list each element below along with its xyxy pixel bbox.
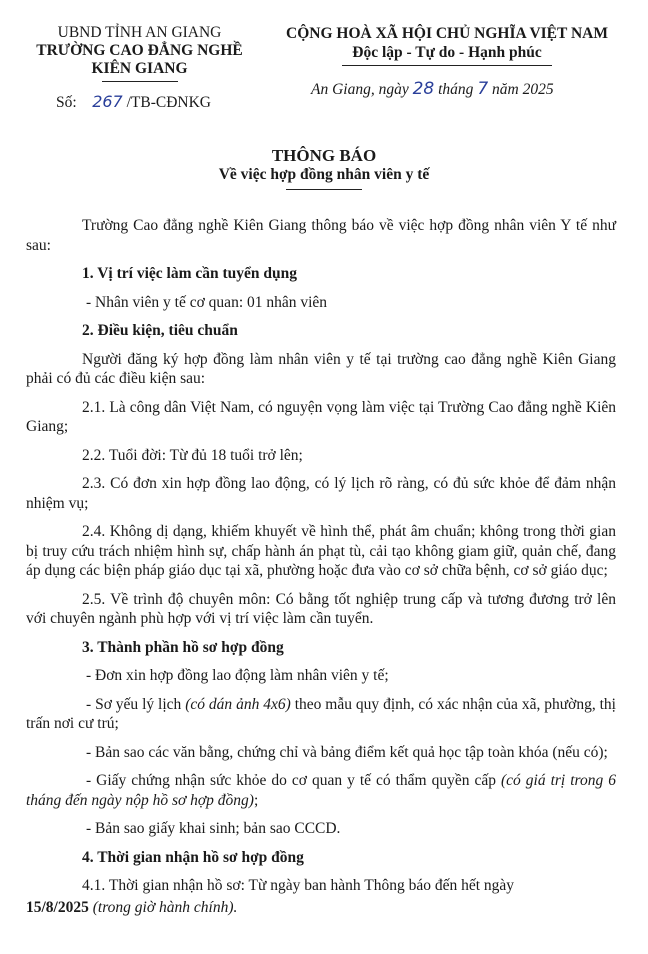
deadline-date: 15/8/2025 (26, 898, 89, 916)
p3-4-italic: (có giá trị trong 6 tháng đến ngày nộp hồ sơ hợp đồng) (26, 772, 616, 809)
issuer-name-line2: KIÊN GIANG (91, 60, 188, 77)
so-label: Số: (56, 94, 77, 111)
p3-4-text-a: - Giấy chứng nhận sức khỏe do cơ quan y tế có thẩm quyền cấp (86, 772, 501, 789)
issuer-authority: UBND TỈNH AN GIANG (57, 24, 222, 41)
document-subtitle-block (0, 166, 648, 190)
paragraph-3-5: - Bản sao giấy khai sinh; bản sao CCCD. (86, 820, 341, 837)
paragraph-3-1: - Đơn xin hợp đồng lao động làm nhân viên y tế; (86, 667, 389, 684)
document-number (56, 92, 211, 112)
day-handwritten: 28 (412, 79, 435, 99)
motto-underline (342, 65, 552, 66)
place-date (311, 79, 554, 99)
so-number-handwritten: 267 (92, 92, 123, 111)
section-heading-4: 4. Thời gian nhận hồ sơ hợp đồng (82, 848, 304, 866)
country-name: CỘNG HOÀ XÃ HỘI CHỦ NGHĨA VIỆT NAM (286, 25, 608, 42)
paragraph-2-1: 2.1. Là công dân Việt Nam, có nguyện vọng làm việc tại Trường Cao đẳng nghề Kiên Giang; (26, 398, 616, 435)
paragraph-3-2 (26, 695, 616, 734)
paragraph-1: - Nhân viên y tế cơ quan: 01 nhân viên (86, 293, 328, 311)
paragraph-4-1-cont (26, 898, 616, 918)
paragraph-2: Người đăng ký hợp đồng làm nhân viên y tế tại trường cao đẳng nghề Kiên Giang phải có đủ các điều kiện sau: (26, 350, 616, 387)
year-label: năm 2025 (492, 81, 554, 98)
p3-2-text-c: theo mẫu quy định, có xác nhận của xã, phường, thị trấn nơi cư trú; (26, 695, 616, 732)
motto: Độc lập - Tự do - Hạnh phúc (352, 44, 542, 61)
intro-paragraph: Trường Cao đẳng nghề Kiên Giang thông báo về việc hợp đồng nhân viên Y tế như sau: (26, 217, 616, 254)
document-title: THÔNG BÁO (271, 146, 377, 165)
issuer-underline (102, 81, 178, 82)
section-heading-3: 3. Thành phần hồ sơ hợp đồng (82, 638, 284, 656)
month-label: tháng (438, 81, 474, 98)
document-body (26, 216, 616, 926)
national-motto-block (262, 24, 632, 66)
subtitle-underline (286, 189, 362, 190)
paragraph-3-3: - Bản sao các văn bằng, chứng chỉ và bảng điểm kết quả học tập toàn khóa (nếu có); (86, 743, 608, 761)
so-suffix: /TB-CĐNKG (126, 94, 211, 111)
paragraph-3-4 (26, 771, 616, 810)
issuer-name-line1: TRƯỜNG CAO ĐẲNG NGHỀ (36, 42, 243, 59)
paragraph-4-1: 4.1. Thời gian nhận hồ sơ: Từ ngày ban hành Thông báo đến hết ngày (82, 877, 515, 894)
place-prefix: An Giang, ngày (311, 81, 409, 98)
paragraph-2-2: 2.2. Tuổi đời: Từ đủ 18 tuổi trở lên; (82, 446, 303, 464)
issuer-block (22, 24, 257, 82)
paragraph-2-3: 2.3. Có đơn xin hợp đồng lao động, có lý lịch rõ ràng, có đủ sức khỏe để đảm nhận nhiệm vụ; (26, 475, 616, 512)
document-subtitle: Về việc hợp đồng nhân viên y tế (218, 166, 430, 183)
p3-2-text-a: - Sơ yếu lý lịch (86, 695, 186, 713)
deadline-note: (trong giờ hành chính). (88, 898, 238, 916)
month-handwritten: 7 (477, 79, 489, 99)
p3-2-italic: (có dán ảnh 4x6) (185, 695, 291, 713)
p3-4-text-c: ; (253, 791, 259, 809)
section-heading-1: 1. Vị trí việc làm cần tuyển dụng (82, 265, 297, 282)
section-heading-2: 2. Điều kiện, tiêu chuẩn (82, 322, 238, 339)
paragraph-2-5: 2.5. Về trình độ chuyên môn: Có bằng tốt nghiệp trung cấp và tương đương trở lên với chuyên ngành phù hợp với vị trí việc làm cần tuyển. (26, 590, 616, 627)
paragraph-2-4: 2.4. Không dị dạng, khiếm khuyết về hình thể, phát âm chuẩn; không trong thời gian bị truy cứu trách nhiệm hình sự, chấp hành án phạt tù, cải tạo không giam giữ, quản chế, đang áp dụng các biện pháp giáo dục tại xã, phường hoặc đưa vào cơ sở chữa bệnh, cơ sở giáo dục; (26, 523, 616, 579)
